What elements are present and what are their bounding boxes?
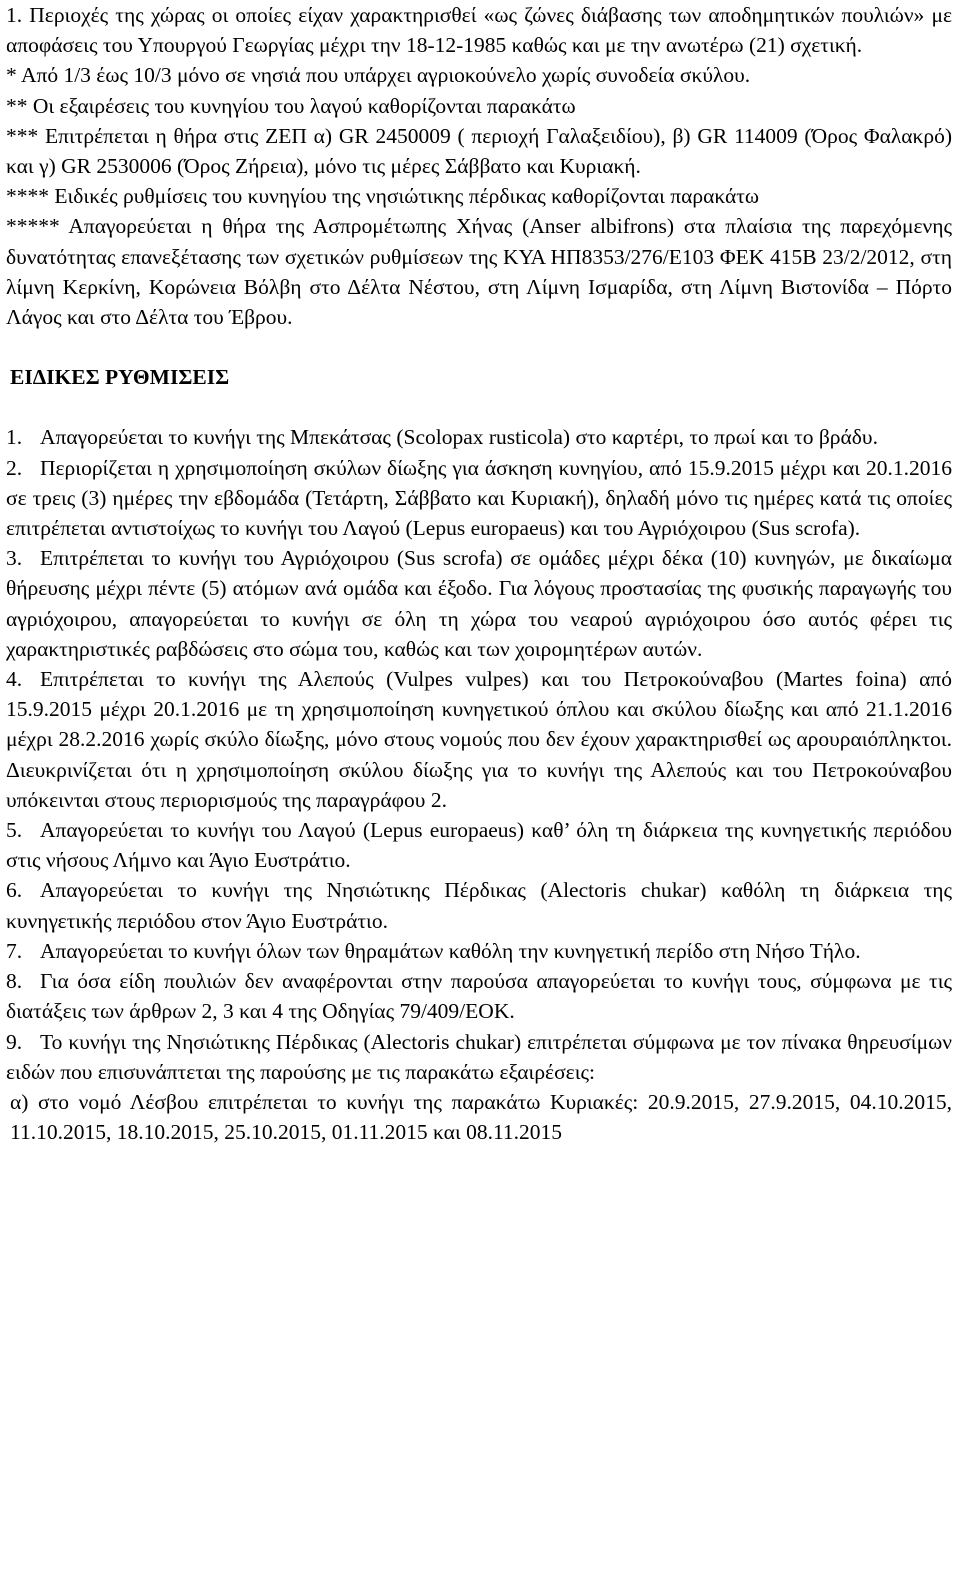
note-1: 1. Περιοχές της χώρας οι οποίες είχαν χαρακτηρισθεί «ως ζώνες διάβασης των αποδημητικών πουλιών» με αποφάσεις του Υπουργού Γεωργίας μέχρι την 18-12-1985 καθώς και με την ανωτέρω (21) σχετική. (6, 3, 952, 58)
item-text: Περιορίζεται η χρησιμοποίηση σκύλων δίωξης για άσκηση κυνηγίου, από 15.9.2015 μέχρι και 20.1.2016 σε τρεις (3) ημέρες την εβδομάδα (Τετάρτη, Σάββατο και Κυριακή), δηλαδή μόνο τις ημέρες κατά τις οποίες επιτρέπεται αντιστοίχως το κυνήγι του Λαγού (Lepus europaeus) και του Αγριόχοιρου (Sus scrofa). (6, 455, 952, 541)
note-star-4: **** Ειδικές ρυθμίσεις του κυνηγίου της νησιώτικης πέρδικας καθορίζονται παρακάτω (6, 184, 760, 209)
item-text: Απαγορεύεται το κυνήγι της Μπεκάτσας (Scolopax rusticola) στο καρτέρι, το πρωί και το βράδυ. (40, 425, 878, 450)
item-number: 9. (6, 1029, 23, 1054)
note-star-3: *** Επιτρέπεται η θήρα στις ΖΕΠ α) GR 2450009 ( περιοχή Γαλαξειδίου), β) GR 114009 (Όρος Φαλακρό) και γ) GR 2530006 (Όρος Ζήρεια), μόνο τις μέρες Σάββατο και Κυριακή. (6, 123, 952, 179)
item-text: Απαγορεύεται το κυνήγι όλων των θηραμάτων καθόλη την κυνηγετική περίδο στη Νήσο Τήλο. (40, 938, 861, 963)
item-number: 3. (6, 546, 23, 571)
list-item (6, 815, 952, 875)
list-item (6, 1027, 952, 1087)
item-text: Το κυνήγι της Νησιώτικης Πέρδικας (Alectoris chukar) επιτρέπεται σύμφωνα με τον πίνακα θηρευσίμων ειδών που επισυνάπτεται της παρούσης με τις παρακάτω εξαιρέσεις: (6, 1029, 952, 1084)
note-star-2: ** Οι εξαιρέσεις του κυνηγίου του λαγού καθορίζονται παρακάτω (6, 93, 576, 118)
note-star-1: * Από 1/3 έως 10/3 μόνο σε νησιά που υπάρχει αγριοκούνελο χωρίς συνοδεία σκύλου. (6, 63, 751, 88)
item-text: Για όσα είδη πουλιών δεν αναφέρονται στην παρούσα απαγορεύεται το κυνήγι τους, σύμφωνα με τις διατάξεις των άρθρων 2, 3 και 4 της Οδηγίας 79/409/ΕΟΚ. (6, 969, 952, 1024)
sub-item-a: α) στο νομό Λέσβου επιτρέπεται το κυνήγι της παρακάτω Κυριακές: 20.9.2015, 27.9.2015, 04.10.2015, 11.10.2015, 18.10.2015, 25.10.2015, 01.11.2015 και 08.11.2015 (10, 1089, 952, 1145)
list-item (6, 543, 952, 664)
list-item (6, 936, 952, 966)
item-text: Επιτρέπεται το κυνήγι της Αλεπούς (Vulpes vulpes) και του Πετροκούναβου (Martes foina) από 15.9.2015 μέχρι 20.1.2016 με τη χρησιμοποίηση κυνηγετικού όπλου και σκύλου δίωξης και από 21.1.2016 μέχρι 28.2.2016 χωρίς σκύλο δίωξης, μόνο στους νομούς που δεν έχουν χαρακτηρισθεί ως αρουραιόπληκτοι. Διευκρινίζεται ότι η χρησιμοποίηση σκύλου δίωξης για το κυνήγι της Αλεπούς και του Πετροκούναβου υπόκεινται στους περιορισμούς της παραγράφου 2. (6, 667, 952, 812)
list-item (6, 966, 952, 1026)
list-item (6, 422, 952, 452)
item-number: 8. (6, 969, 23, 994)
document-page (6, 0, 952, 1577)
list-item (6, 664, 952, 815)
item-number: 7. (6, 938, 23, 963)
list-item (6, 453, 952, 544)
spacer (6, 392, 952, 422)
note-star-5: ***** Απαγορεύεται η θήρα της Ασπρομέτωπης Χήνας (Anser albifrons) στα πλαίσια της παρεχόμενης δυνατότητας επανεξέτασης των σχετικών ρυθμίσεων της ΚΥΑ ΗΠ8353/276/Ε103 ΦΕΚ 415Β 23/2/2012, στη λίμνη Κερκίνη, Κορώνεια Βόλβη στο Δέλτα Νέστου, στη Λίμνη Ισμαρίδα, στη Λίμνη Βιστονίδα – Πόρτο Λάγος και στο Δέλτα του Έβρου. (6, 214, 952, 330)
item-text: Επιτρέπεται το κυνήγι του Αγριόχοιρου (Sus scrofa) σε ομάδες μέχρι δέκα (10) κυνηγών, με δικαίωμα θήρευσης μέχρι πέντε (5) ατόμων ανά ομάδα και έξοδο. Για λόγους προστασίας της φυσικής παραγωγής του αγριόχοιρου, απαγορεύεται το κυνήγι σε όλη τη χώρα του νεαρού αγριόχοιρου όσο αυτός φέρει τις χαρακτηριστικές ραβδώσεις στο σώμα του, καθώς και των χοιρομητέρων αυτών. (6, 546, 952, 661)
list-item (6, 875, 952, 935)
item-number: 4. (6, 667, 23, 692)
spacer (6, 332, 952, 362)
section-heading: ΕΙΔΙΚΕΣ ΡΥΘΜΙΣΕΙΣ (10, 365, 230, 390)
item-text: Απαγορεύεται το κυνήγι της Νησιώτικης Πέρδικας (Alectoris chukar) καθόλη τη διάρκεια της κυνηγετικής περιόδου στον Άγιο Ευστράτιο. (6, 878, 952, 933)
item-number: 1. (6, 425, 23, 450)
item-number: 5. (6, 818, 23, 843)
item-number: 6. (6, 878, 23, 903)
item-number: 2. (6, 455, 23, 480)
item-text: Απαγορεύεται το κυνήγι του Λαγού (Lepus europaeus) καθ’ όλη τη διάρκεια της κυνηγετικής περιόδου στις νήσους Λήμνο και Άγιο Ευστράτιο. (6, 818, 952, 873)
